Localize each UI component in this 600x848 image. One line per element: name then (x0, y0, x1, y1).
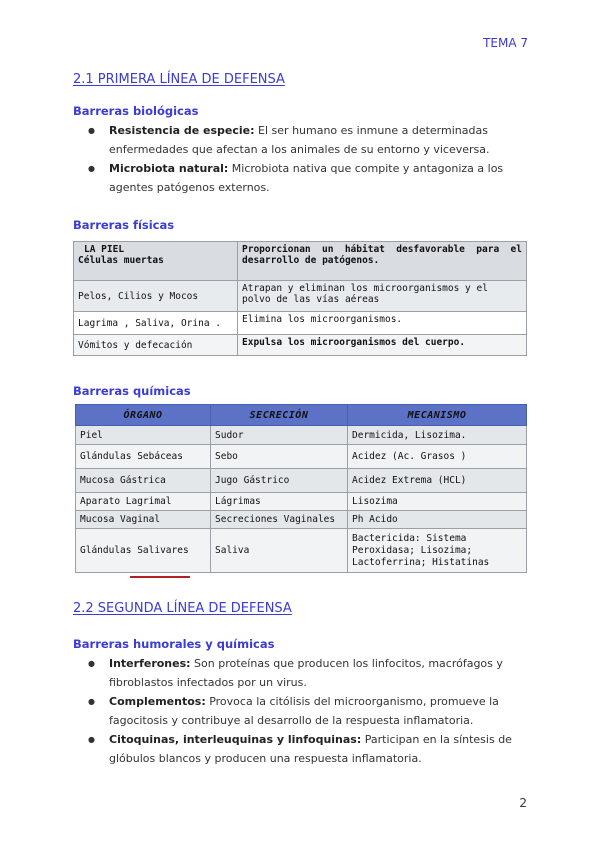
table-cell: Glándulas Salivares (76, 529, 211, 573)
table-cell: Secreciones Vaginales (211, 511, 348, 529)
table-header-row (74, 242, 527, 281)
table-row (76, 493, 527, 511)
page-number: 2 (519, 796, 527, 810)
list-item: ● Citoquinas, interleuquinas y linfoquinas: Participan en la síntesis de glóbulos blancos y producen una respuesta inflamatoria. (73, 730, 533, 768)
table-cell: Lágrimas (211, 493, 348, 511)
column-header-organo: ÓRGANO (76, 405, 211, 426)
table-cell: Sudor (211, 426, 348, 445)
heading-barreras-fisicas: Barreras físicas (73, 218, 175, 232)
table-row (76, 511, 527, 529)
table-header-row (76, 405, 527, 426)
table-cell: Ph Acido (348, 511, 527, 529)
table-cell: Proporcionan un hábitat desfavorable para el desarrollo de patógenos. (238, 242, 527, 281)
table-barreras-quimicas (75, 404, 527, 573)
table-cell: Lagrima , Saliva, Orina . (74, 312, 238, 335)
table-row (76, 445, 527, 469)
section-title-segunda-linea: 2.2 SEGUNDA LÍNEA DE DEFENSA (73, 601, 292, 616)
table-cell: Expulsa los microorganismos del cuerpo. (238, 335, 527, 356)
list-item: ● Complementos: Provoca la citólisis del microorganismo, promueve la fagocitosis y contribuye al desarrollo de la respuesta inflamatoria. (73, 692, 533, 730)
column-header-secrecion: SECRECIÓN (211, 405, 348, 426)
section-title-primera-linea: 2.1 PRIMERA LÍNEA DE DEFENSA (73, 72, 285, 87)
table-row (76, 529, 527, 573)
table-cell: Acidez Extrema (HCL) (348, 469, 527, 493)
heading-barreras-humorales: Barreras humorales y químicas (73, 637, 275, 651)
table-cell: Lisozima (348, 493, 527, 511)
table-cell: Atrapan y eliminan los microorganismos y el polvo de las vías aéreas (238, 281, 527, 312)
decorative-divider (130, 576, 190, 578)
table-row (76, 426, 527, 445)
heading-barreras-biologicas: Barreras biológicas (73, 104, 199, 118)
column-header-mecanismo: MECANISMO (348, 405, 527, 426)
table-cell: Sebo (211, 445, 348, 469)
list-item: ● Interferones: Son proteínas que producen los linfocitos, macrófagos y fibroblastos infectados por un virus. (73, 654, 533, 692)
table-cell: Bactericida: Sistema Peroxidasa; Lisozima; Lactoferrina; Histatinas (348, 529, 527, 573)
list-barreras-biologicas (73, 121, 533, 197)
table-cell: Saliva (211, 529, 348, 573)
table-cell: Mucosa Gástrica (76, 469, 211, 493)
table-cell: Acidez (Ac. Grasos ) (348, 445, 527, 469)
table-cell: Glándulas Sebáceas (76, 445, 211, 469)
table-cell: Mucosa Vaginal (76, 511, 211, 529)
table-row (74, 312, 527, 335)
table-barreras-fisicas (73, 241, 527, 356)
header-tema: TEMA 7 (483, 36, 528, 50)
table-cell: Dermicida, Lisozima. (348, 426, 527, 445)
table-cell: Elimina los microorganismos. (238, 312, 527, 335)
list-item: ● Resistencia de especie: El ser humano es inmune a determinadas enfermedades que afectan a los animales de su entorno y viceversa. (73, 121, 533, 159)
table-cell: Piel (76, 426, 211, 445)
heading-barreras-quimicas: Barreras químicas (73, 384, 191, 398)
table-row (74, 281, 527, 312)
table-cell: LA PIEL Células muertas (74, 242, 238, 281)
table-cell: Vómitos y defecación (74, 335, 238, 356)
table-row (74, 335, 527, 356)
table-cell: Jugo Gástrico (211, 469, 348, 493)
list-barreras-humorales (73, 654, 533, 768)
table-row (76, 469, 527, 493)
list-item: ● Microbiota natural: Microbiota nativa que compite y antagoniza a los agentes patógenos externos. (73, 159, 533, 197)
table-cell: Aparato Lagrimal (76, 493, 211, 511)
table-cell: Pelos, Cilios y Mocos (74, 281, 238, 312)
